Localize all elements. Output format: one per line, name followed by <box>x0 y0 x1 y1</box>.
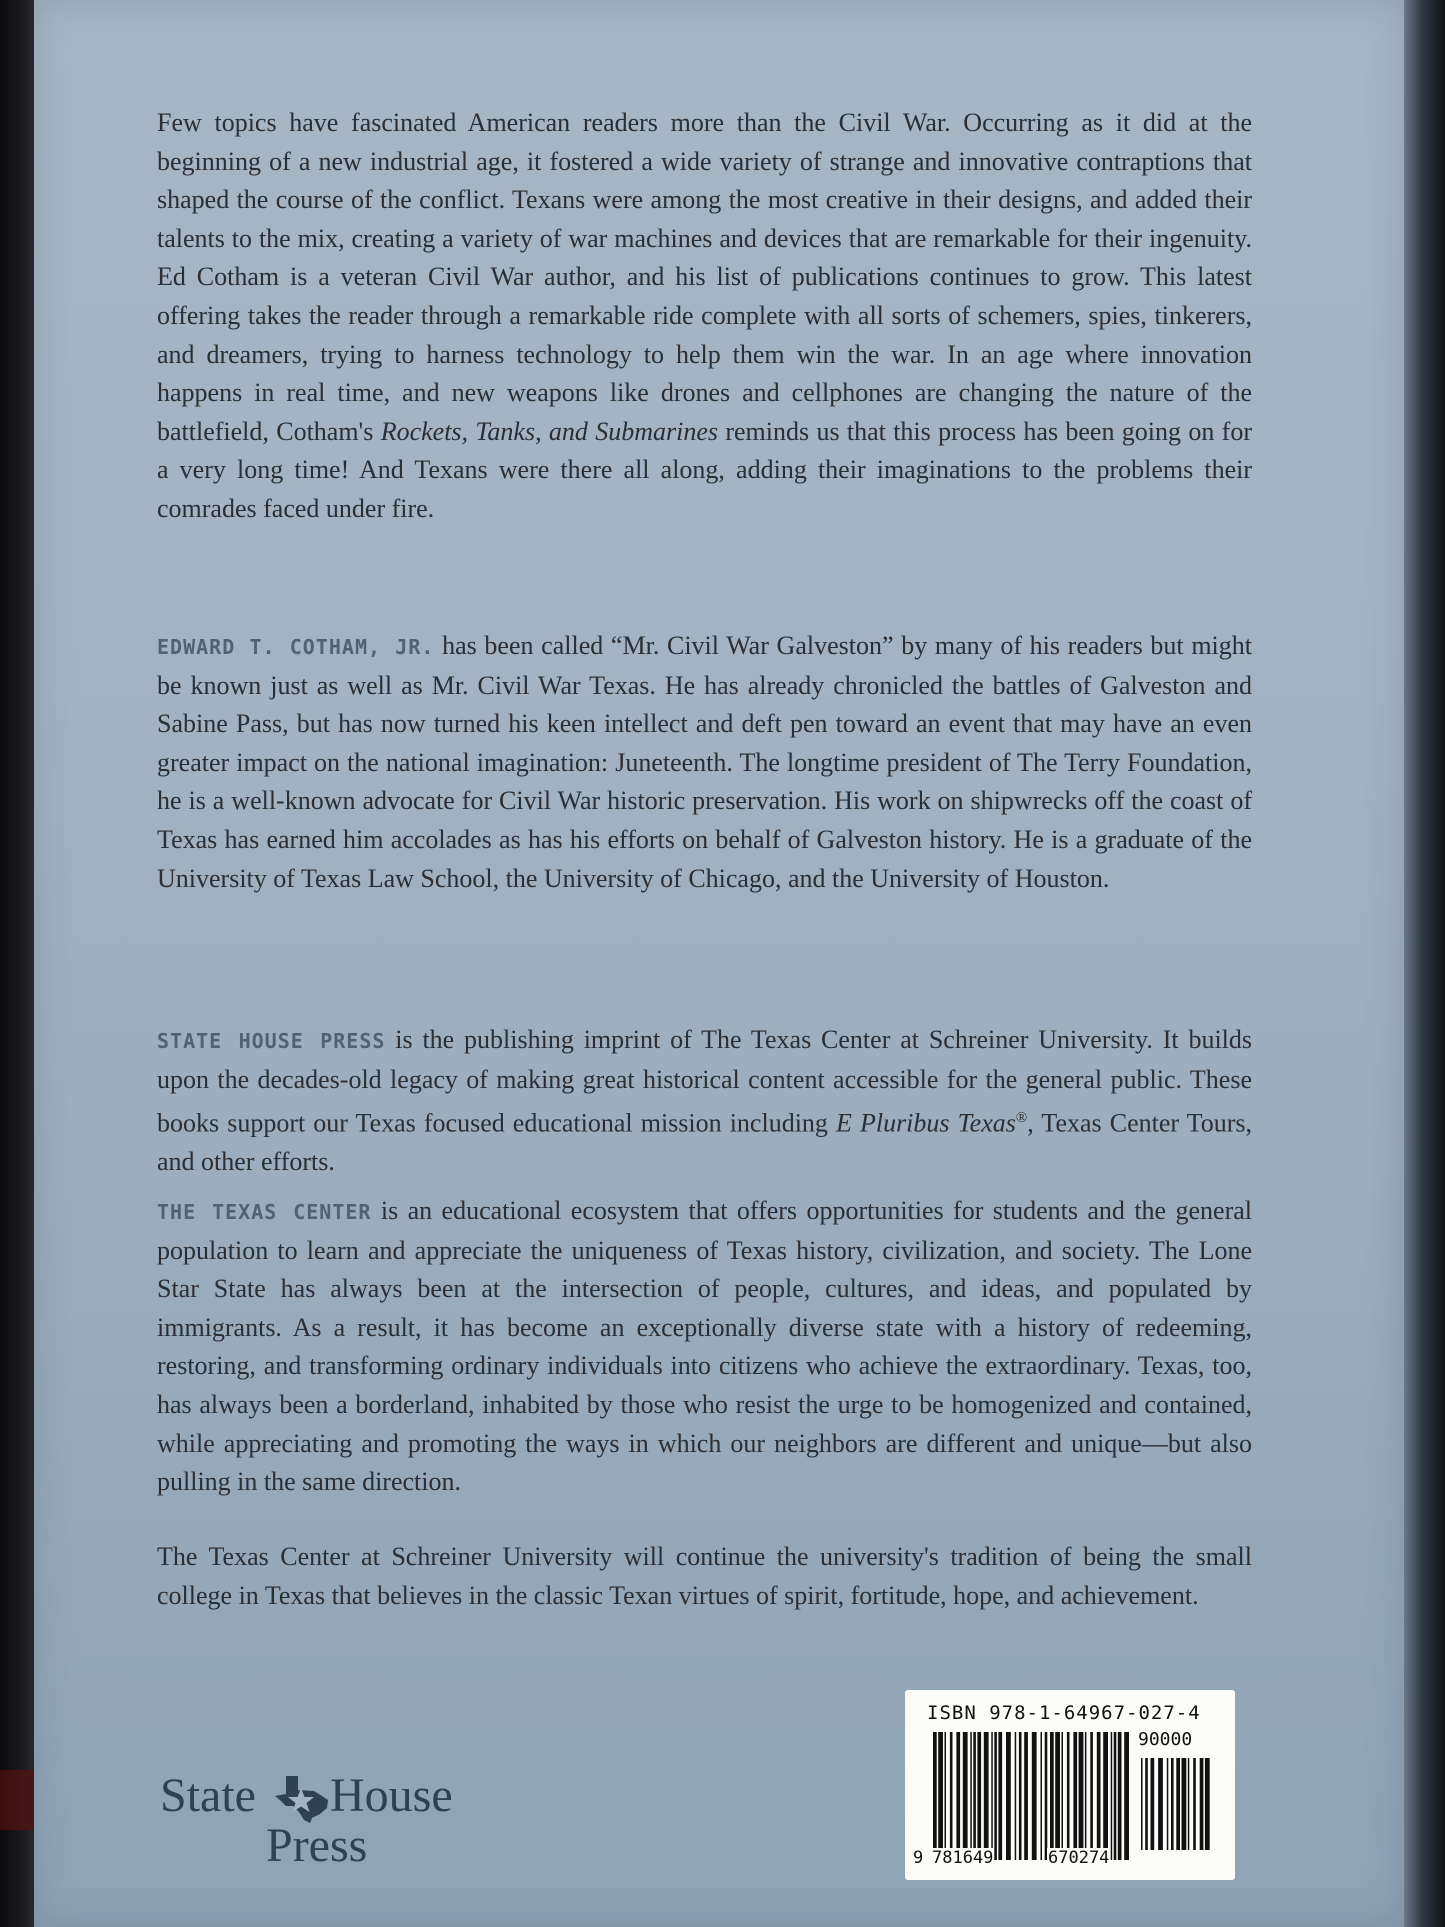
texas-center-paragraph <box>157 1192 1252 1502</box>
texas-star-icon <box>272 1772 330 1824</box>
publisher-text: is the publishing imprint of The Texas Center at Schreiner University. It builds upon the decades-old legacy of making great historical content accessible for the general public. These books support our Texas focused educational mission including <box>157 1025 1253 1138</box>
publisher-text-end: , Texas Center Tours, and other efforts. <box>157 1108 1252 1177</box>
logo-house-text: House <box>330 1769 453 1822</box>
isbn-number: ISBN 978-1-64967-027-4 <box>927 1702 1201 1724</box>
state-house-press-logo <box>160 1768 500 1878</box>
author-name: EDWARD T. COTHAM, JR. <box>157 635 435 659</box>
barcode-left-digits: 781649 <box>932 1848 994 1868</box>
author-bio-paragraph <box>157 627 1252 898</box>
texas-center-text: is an educational ecosystem that offers opportunities for students and the general population to learn and appreciate the uniqueness of Texas history, civilization, and society. The Lone Star State has always been at the intersection of people, cultures, and ideas, and populated by immigrants. As a result, it has become an exceptionally diverse state with a history of redeeming, restoring, and transforming ordinary individuals into citizens who achieve the extraordinary. Texas, too, has always been a borderland, inhabited by those who resist the urge to be homogenized and contained, while appreciating and promoting the ways in which our neighbors are different and unique—but also pulling in the same direction. <box>157 1196 1253 1497</box>
texas-center-name: THE TEXAS CENTER <box>157 1200 372 1224</box>
barcode-first-digit: 9 <box>913 1848 924 1868</box>
book-title-italic: Rockets, Tanks, and Submarines <box>380 416 719 446</box>
registered-mark: ® <box>1015 1110 1028 1127</box>
publisher-name: STATE HOUSE PRESS <box>157 1029 386 1053</box>
book-spine-edge <box>1404 0 1445 1927</box>
blurb-text-end: reminds us that this process has been going on for a very long time! And Texans were there all along, adding their imaginations to the problems their comrades faced under fire. <box>157 416 1252 523</box>
barcode-right-digits: 670274 <box>1048 1848 1110 1868</box>
logo-press-text: Press <box>266 1819 368 1872</box>
publisher-paragraph <box>157 1021 1252 1182</box>
author-bio-text: has been called “Mr. Civil War Galveston” by many of his readers but might be known just as well as Mr. Civil War Texas. He has already chronicled the battles of Galveston and Sabine Pass, but has now turned his keen intellect and deft pen toward an event that may have an even greater impact on the national imagination: Juneteenth. The longtime president of The Terry Foundation, he is a well-known advocate for Civil War historic preservation. His work on shipwrecks off the coast of Texas has earned him accolades as has his efforts on behalf of Galveston history. He is a graduate of the University of Texas Law School, the University of Chicago, and the University of Houston. <box>157 631 1252 893</box>
program-name-italic: E Pluribus Texas <box>836 1108 1016 1138</box>
logo-state-text: State <box>160 1769 256 1822</box>
price-code: 90000 <box>1138 1729 1193 1750</box>
blurb-text: Few topics have fascinated American readers more than the Civil War. Occurring as it did at the beginning of a new industrial age, it fostered a wide variety of strange and innovative contraptions that shaped the course of the conflict. Texans were among the most creative in their designs, and added their talents to the mix, creating a variety of war machines and devices that are remarkable for their ingenuity. Ed Cotham is a veteran Civil War author, and his list of publications continues to grow. This latest offering takes the reader through a remarkable ride complete with all sorts of schemers, spies, tinkerers, and dreamers, trying to harness technology to help them win the war. In an age where innovation happens in real time, and new weapons like drones and cellphones are changing the nature of the battlefield, Cotham's <box>157 108 1252 446</box>
closing-text: The Texas Center at Schreiner University will continue the university's tradition of being the small college in Texas that believes in the classic Texan virtues of spirit, fortitude, hope, and achievement. <box>157 1542 1252 1610</box>
closing-paragraph <box>157 1538 1252 1615</box>
red-background-strip <box>0 1770 36 1830</box>
isbn-barcode <box>905 1690 1235 1880</box>
left-background <box>0 0 36 1927</box>
book-blurb-paragraph <box>157 104 1252 529</box>
